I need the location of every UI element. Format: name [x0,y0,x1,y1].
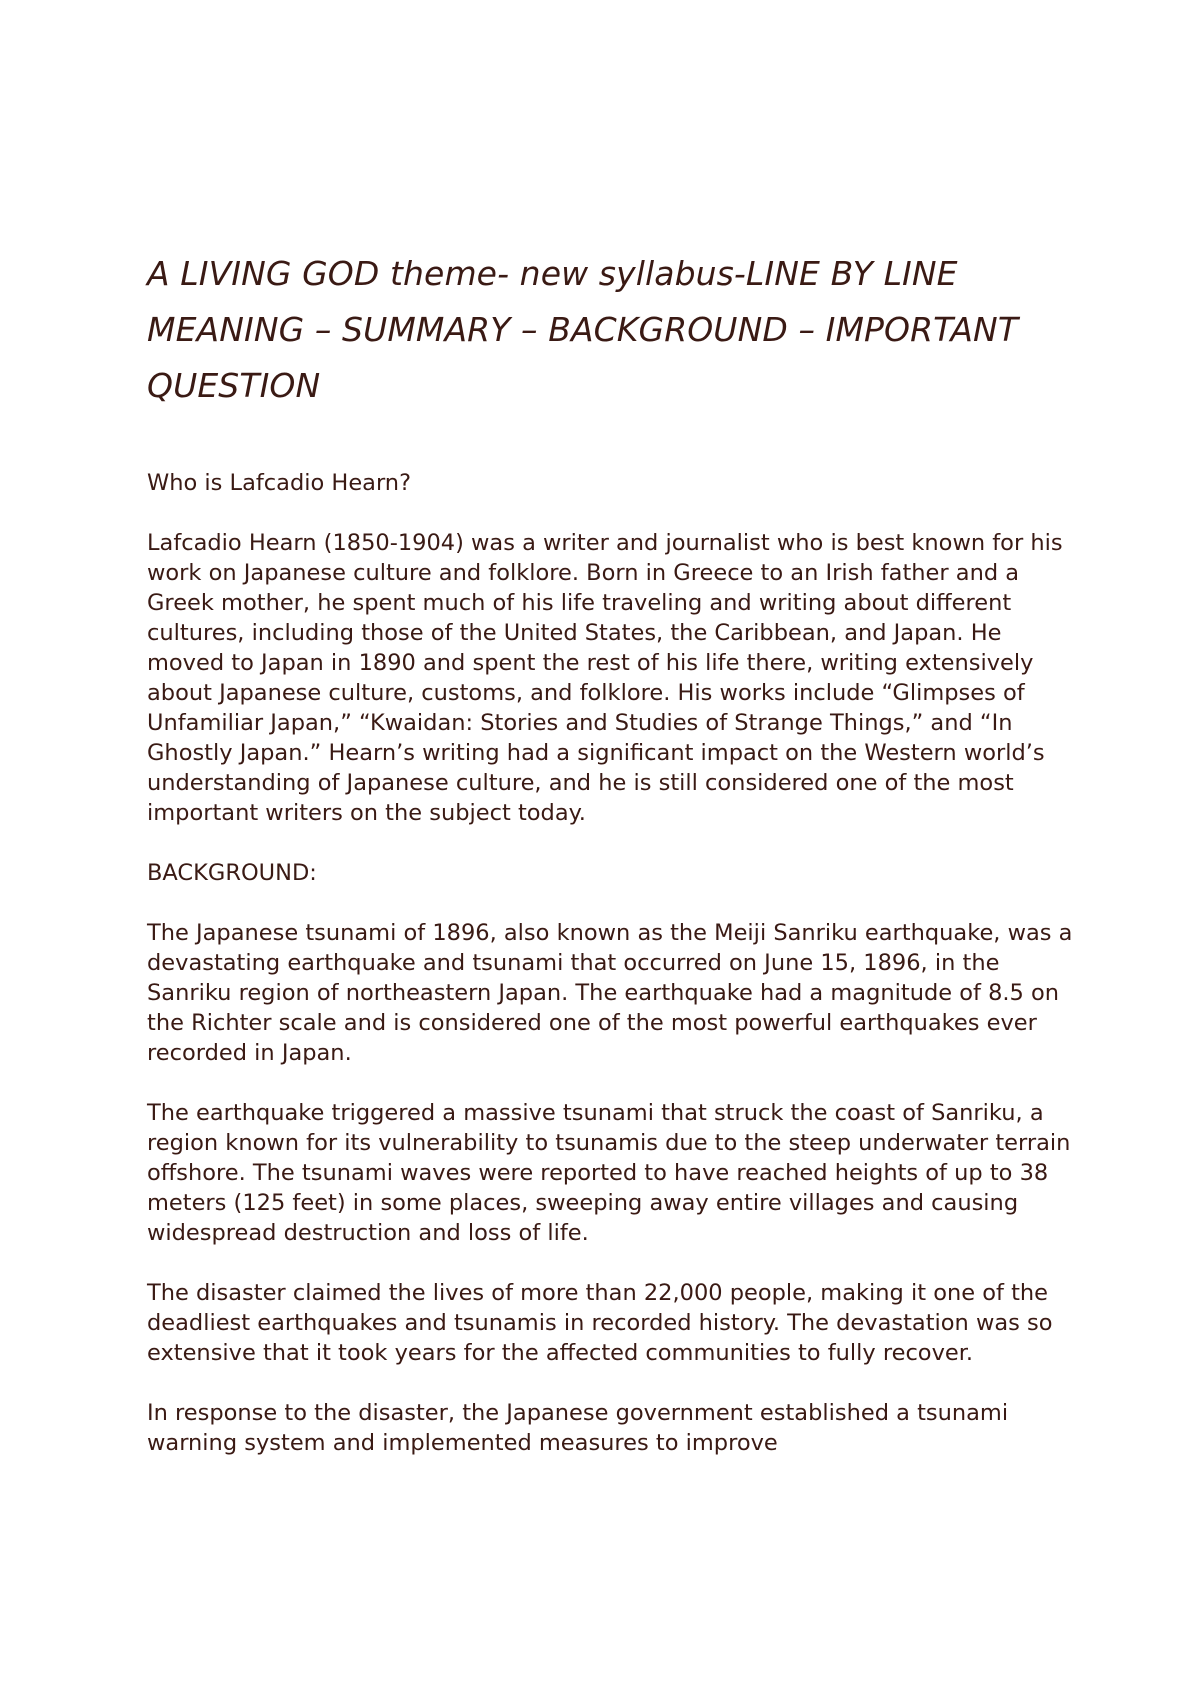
author-bio-paragraph: Lafcadio Hearn (1850-1904) was a writer and journalist who is best known for his work on Japanese culture and folklore. Born in Greece to an Irish father and a Greek mother, he spent much of his life traveling and writing about different cultures, including those of the United States, the Caribbean, and Japan. He moved to Japan in 1890 and spent the rest of his life there, writing extensively about Japanese culture, customs, and folklore. His works include “Glimpses of Unfamiliar Japan,” “Kwaidan: Stories and Studies of Strange Things,” and “In Ghostly Japan.” Hearn’s writing had a significant impact on the Western world’s understanding of Japanese culture, and he is still considered one of the most important writers on the subject today. [147,530,1063,826]
document-title: A LIVING GOD theme- new syllabus-LINE BY LINE MEANING – SUMMARY – BACKGROUND – IMPORTANT QUESTION [147,254,1019,405]
background-paragraph-4: In response to the disaster, the Japanese government established a tsunami warning system and implemented measures to improve [147,1400,1009,1456]
background-paragraph-2: The earthquake triggered a massive tsunami that struck the coast of Sanriku, a region known for its vulnerability to tsunamis due to the steep underwater terrain offshore. The tsunami waves were reported to have reached heights of up to 38 meters (125 feet) in some places, sweeping away entire villages and causing widespread destruction and loss of life. [147,1100,1071,1246]
document-body [147,246,1077,1487]
background-paragraph-1: The Japanese tsunami of 1896, also known as the Meiji Sanriku earthquake, was a devastating earthquake and tsunami that occurred on June 15, 1896, in the Sanriku region of northeastern Japan. The earthquake had a magnitude of 8.5 on the Richter scale and is considered one of the most powerful earthquakes ever recorded in Japan. [147,920,1073,1066]
background-paragraph-3: The disaster claimed the lives of more than 22,000 people, making it one of the deadliest earthquakes and tsunamis in recorded history. The devastation was so extensive that it took years for the affected communities to fully recover. [147,1280,1053,1366]
background-heading: BACKGROUND: [147,860,317,886]
question-heading: Who is Lafcadio Hearn? [147,470,412,496]
